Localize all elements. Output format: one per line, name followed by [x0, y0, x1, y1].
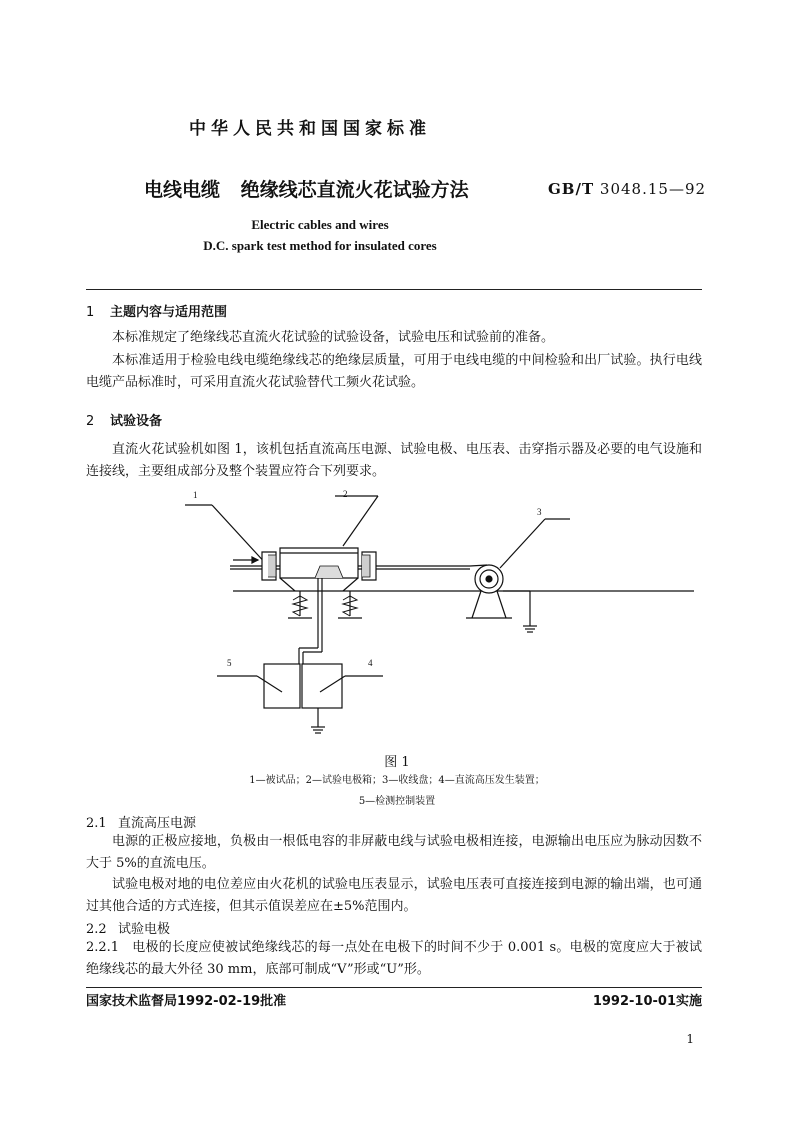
- section-2-title: 试验设备: [110, 414, 163, 429]
- figure-1-diagram: [0, 480, 794, 750]
- section-2-2-1-paragraph: [86, 937, 702, 981]
- section-2-2-1-text: 电极的长度应使被试绝缘线芯的每一点处在电极下的时间不少于 0.001 s。电极的宽度应大于被试绝缘线芯的最大外径 30 mm，底部可制成“V”形或“U”形。: [86, 940, 702, 977]
- section-2-2-1-number: 2.2.1: [86, 940, 120, 955]
- section-2-1-number: 2.1: [86, 816, 107, 831]
- callout-1: 1: [193, 490, 198, 500]
- callout-4: 4: [368, 658, 373, 668]
- document-title: 电线电缆 绝缘线芯直流火花试验方法: [144, 179, 469, 201]
- callout-2: 2: [343, 489, 348, 499]
- figure-1-caption-line-2: 5—检测控制装置: [358, 796, 436, 807]
- detection-control-unit: [264, 664, 300, 708]
- section-1-paragraph-2: 本标准适用于检验电线电缆绝缘线芯的绝缘层质量，可用于电线电缆的中间检验和出厂试验。执行电线电缆产品标准时，可采用直流火花试验替代工频火花试验。: [86, 353, 702, 390]
- section-1-title: 主题内容与适用范围: [110, 305, 228, 320]
- standard-code-prefix: GB/T: [548, 180, 595, 198]
- dc-hv-generator: [302, 664, 342, 708]
- approval-statement: 国家技术监督局1992-02-19批准: [86, 994, 287, 1009]
- section-2-2-title: 试验电极: [118, 922, 171, 937]
- section-2-paragraph-1: 直流火花试验机如图 1，该机包括直流高压电源、试验电极、电压表、击穿指示器及必要的电气设施和连接线，主要组成部分及整个装置应符合下列要求。: [86, 442, 702, 479]
- callout-3: 3: [537, 507, 542, 517]
- callout-2-leader: [343, 496, 378, 546]
- section-2-2-heading: [86, 918, 170, 937]
- implementation-date: 1992-10-01实施: [592, 994, 702, 1009]
- section-1-number: 1: [86, 305, 95, 320]
- footer-divider: [86, 987, 702, 988]
- english-title-line-2: D.C. spark test method for insulated cores: [203, 238, 437, 253]
- section-2-number: 2: [86, 414, 95, 429]
- figure-1-caption-line-1: 1—被试品；2—试验电极箱；3—收线盘；4—直流高压发生装置；: [249, 775, 545, 786]
- section-2-heading: [86, 410, 162, 429]
- figure-1-label: 图 1: [384, 755, 410, 770]
- section-2-1-paragraph-1: 电源的正极应接地，负极由一根低电容的非屏蔽电线与试验电极相连接，电源输出电压应为脉动因数不大于 5%的直流电压。: [86, 834, 702, 871]
- header-divider: [86, 289, 702, 290]
- section-2-1-title: 直流高压电源: [118, 816, 197, 831]
- section-1-paragraph-1: 本标准规定了绝缘线芯直流火花试验的试验设备，试验电压和试验前的准备。: [112, 330, 555, 345]
- standard-code: [548, 180, 706, 198]
- english-title-line-1: Electric cables and wires: [251, 217, 389, 232]
- national-standard-heading: 中华人民共和国国家标准: [189, 119, 431, 139]
- section-2-2-number: 2.2: [86, 922, 107, 937]
- page-number: 1: [686, 1032, 694, 1046]
- section-2-1-heading: [86, 812, 196, 831]
- callout-5: 5: [227, 658, 232, 668]
- callout-3-leader: [500, 519, 545, 568]
- section-2-1-paragraph-2: 试验电极对地的电位差应由火花机的试验电压表显示，试验电压表可直接连接到电源的输出端，也可通过其他合适的方式连接，但其示值误差应在±5%范围内。: [86, 877, 702, 914]
- section-1-heading: [86, 301, 227, 320]
- standard-code-number: 3048.15—92: [599, 180, 707, 198]
